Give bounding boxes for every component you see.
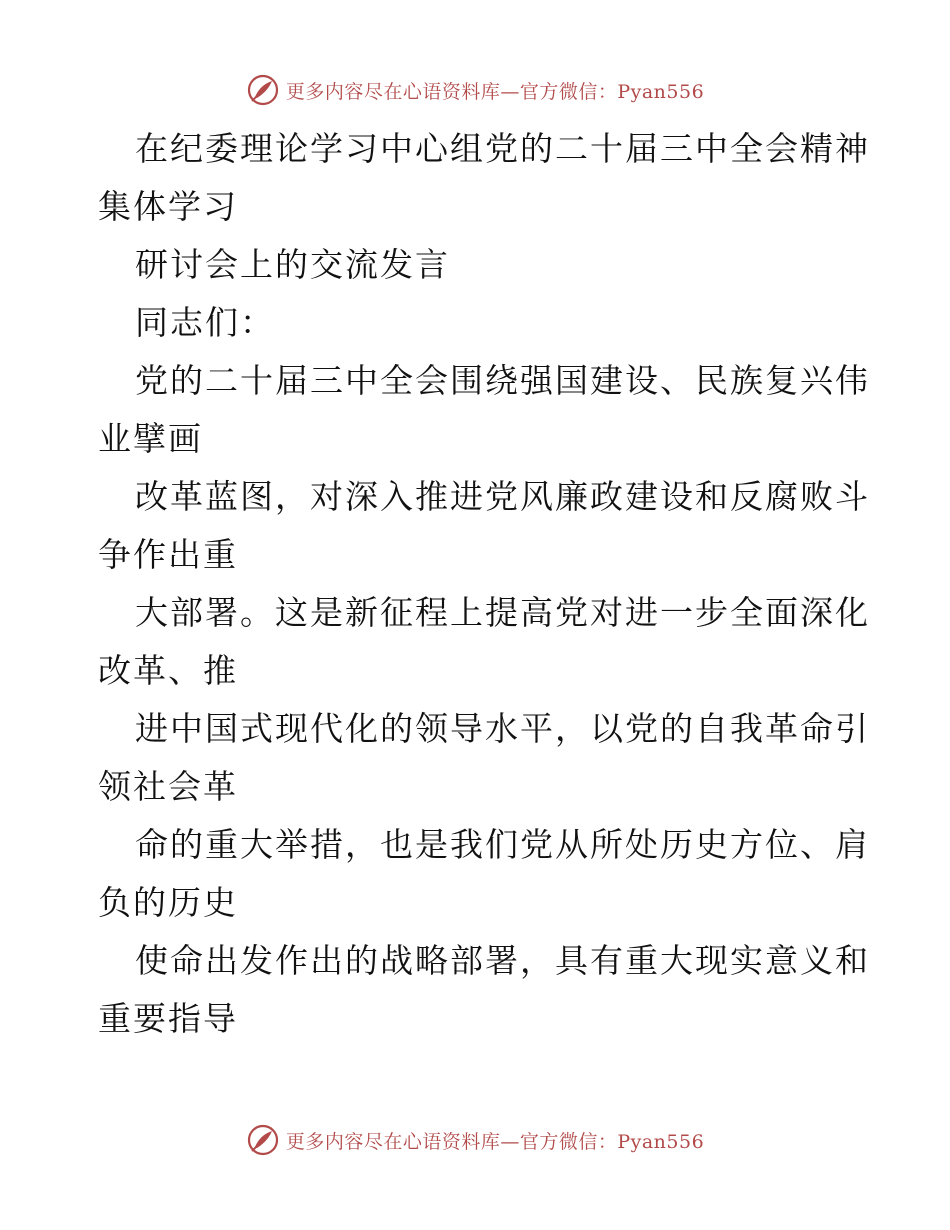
paragraph-line: 使命出发作出的战略部署，具有重大现实意义和 — [135, 941, 870, 980]
paragraph-line: 领社会革 — [98, 767, 238, 806]
quill-pen-seal-icon — [246, 1123, 280, 1157]
header-banner-text: 更多内容尽在心语资料库—官方微信：Pyan556 — [285, 80, 705, 103]
footer-banner — [0, 1120, 950, 1160]
paragraph-line: 重要指导 — [98, 999, 238, 1038]
quill-pen-seal-icon — [246, 73, 280, 107]
paragraph-line: 业擘画 — [98, 419, 203, 458]
paragraph-line: 命的重大举措，也是我们党从所处历史方位、肩 — [135, 825, 870, 864]
paragraph-line: 大部署。这是新征程上提高党对进一步全面深化 — [135, 593, 870, 632]
salutation: 同志们： — [135, 303, 275, 342]
paragraph-line: 党的二十届三中全会围绕强国建设、民族复兴伟 — [135, 361, 870, 400]
title-line-3: 研讨会上的交流发言 — [135, 245, 450, 284]
paragraph-line: 负的历史 — [98, 883, 238, 922]
paragraph-line: 改革蓝图，对深入推进党风廉政建设和反腐败斗 — [135, 477, 870, 516]
paragraph-line: 争作出重 — [98, 535, 238, 574]
title-line-1: 在纪委理论学习中心组党的二十届三中全会精神 — [135, 129, 870, 168]
document-body — [98, 120, 870, 1048]
paragraph-line: 进中国式现代化的领导水平，以党的自我革命引 — [135, 709, 870, 748]
paragraph-line: 改革、推 — [98, 651, 238, 690]
footer-banner-text: 更多内容尽在心语资料库—官方微信：Pyan556 — [285, 1130, 705, 1153]
header-banner — [0, 70, 950, 110]
title-line-2: 集体学习 — [98, 187, 238, 226]
